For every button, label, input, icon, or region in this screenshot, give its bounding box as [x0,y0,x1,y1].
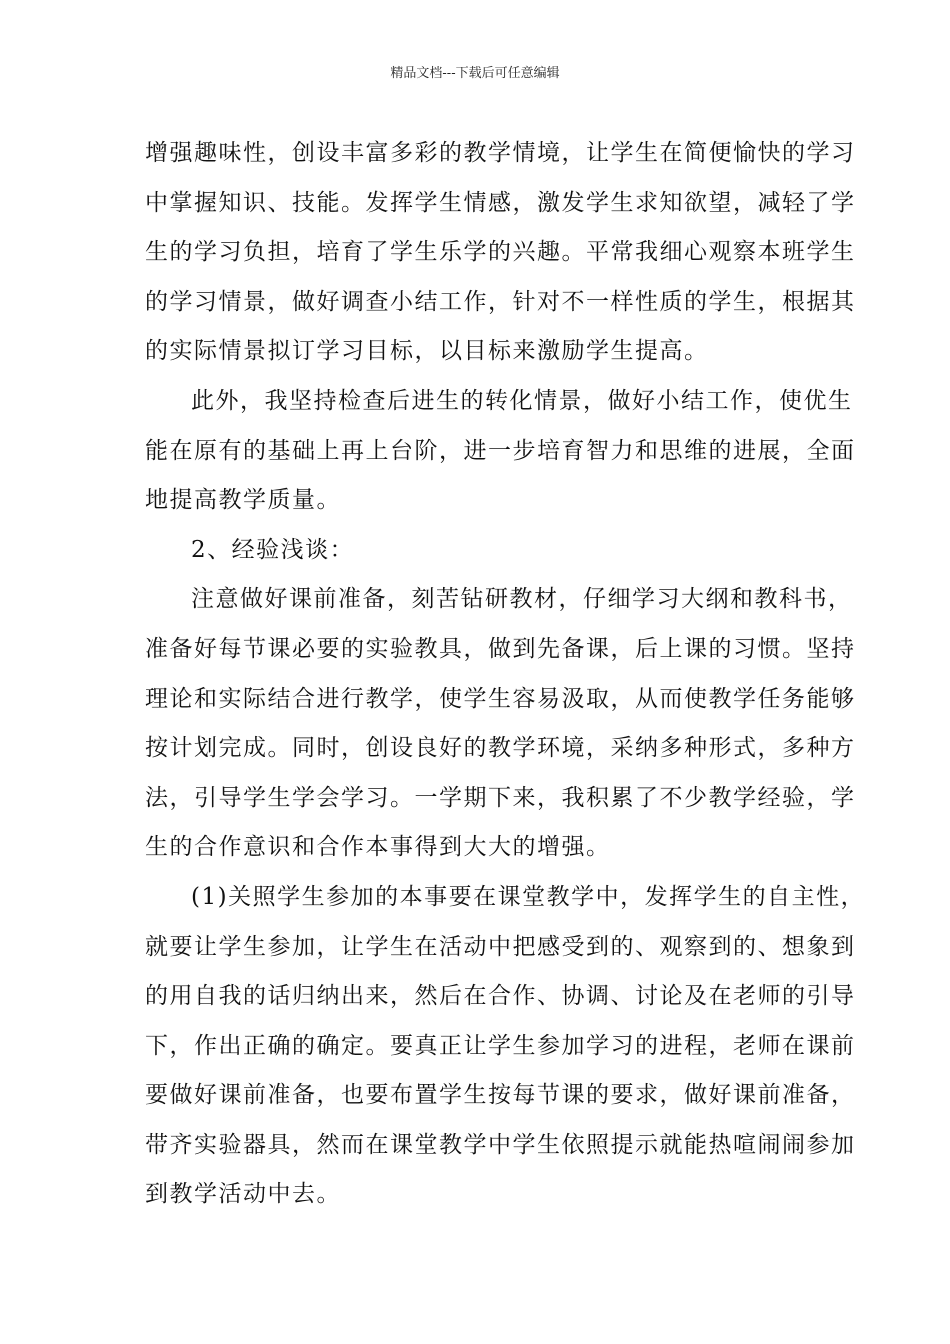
text-line: 生的合作意识和合作本事得到大大的增强。 [145,834,611,861]
text-line: 要做好课前准备，也要布置学生按每节课的要求，做好课前准备， [145,1082,856,1109]
text-line: 按计划完成。同时，创设良好的教学环境，采纳多种形式，多种方 [145,735,856,762]
section-heading [145,526,809,576]
text-line: 的用自我的话归纳出来，然后在合作、协调、讨论及在老师的引导 [145,983,856,1010]
paragraph [145,873,866,1220]
text-line: 地提高教学质量。 [145,487,341,514]
text-line: 到教学活动中去。 [145,1181,341,1208]
text-line: 就要让学生参加，让学生在活动中把感受到的、观察到的、想象到 [145,933,856,960]
text-line: 能在原有的基础上再上台阶，进一步培育智力和思维的进展，全面 [145,437,856,464]
text-line: 2、经验浅谈： [191,536,355,563]
text-line: (1)关照学生参加的本事要在课堂教学中，发挥学生的自主性， [191,883,866,910]
text-line: 生的学习负担，培育了学生乐学的兴趣。平常我细心观察本班学生 [145,239,856,266]
text-line: 的学习情景，做好调查小结工作，针对不一样性质的学生，根据其 [145,288,856,315]
text-line: 的实际情景拟订学习目标，以目标来激励学生提高。 [145,338,709,365]
paragraph [145,129,856,377]
text-line: 下，作出正确的确定。要真正让学生参加学习的进程，老师在课前 [145,1032,856,1059]
text-line: 中掌握知识、技能。发挥学生情感，激发学生求知欲望，减轻了学 [145,189,856,216]
document-body [145,129,866,1220]
text-line: 理论和实际结合进行教学，使学生容易汲取，从而使教学任务能够 [145,685,856,712]
paragraph [145,377,856,526]
page-header: 精品文档---下载后可任意编辑 [390,66,560,81]
text-line: 法，引导学生学会学习。一学期下来，我积累了不少教学经验，学 [145,784,856,811]
text-line: 增强趣味性，创设丰富多彩的教学情境，让学生在简便愉快的学习 [145,140,856,166]
text-line: 此外，我坚持检查后进生的转化情景，做好小结工作，使优生 [191,387,853,414]
text-line: 准备好每节课必要的实验教具，做到先备课，后上课的习惯。坚持 [145,635,856,662]
text-line: 带齐实验器具，然而在课堂教学中学生依照提示就能热喧闹闹参加 [145,1131,856,1158]
paragraph [145,575,856,873]
text-line: 注意做好课前准备，刻苦钻研教材，仔细学习大纲和教科书， [191,586,853,613]
